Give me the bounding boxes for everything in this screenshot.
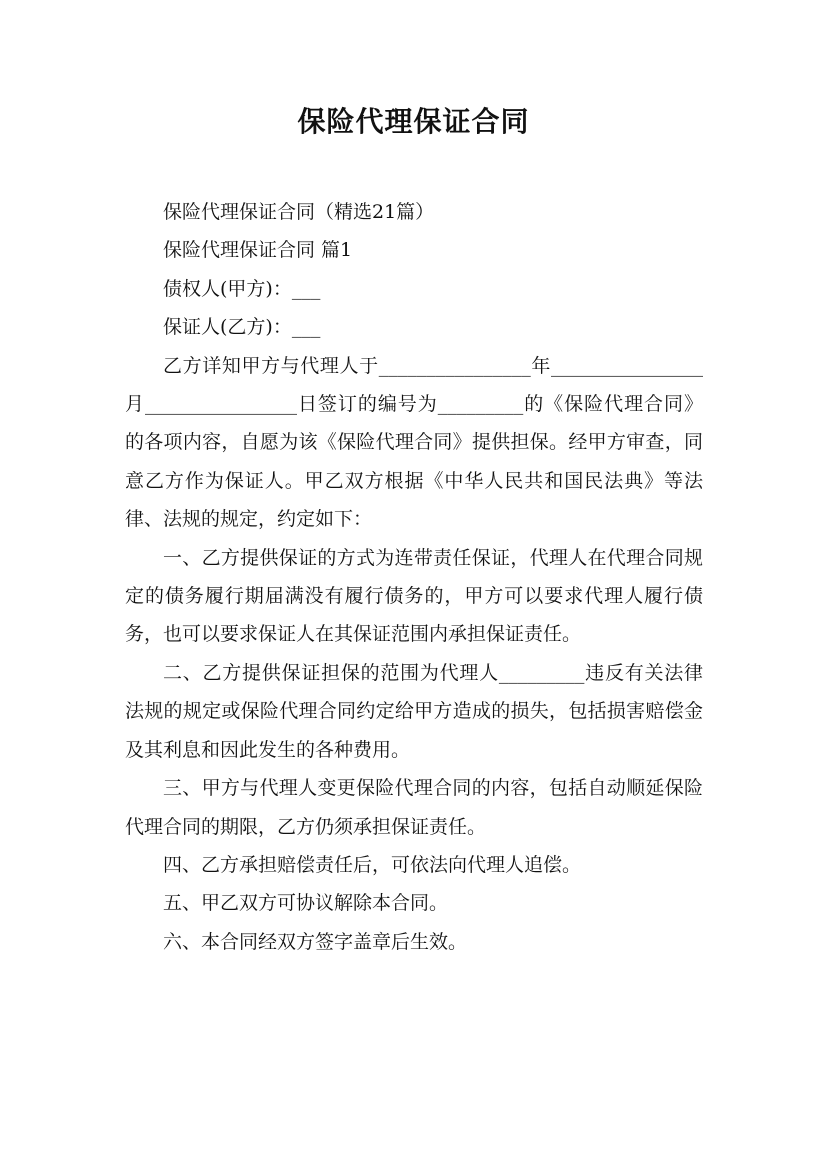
clause-6: 六、本合同经双方签字盖章后生效。 [163,930,468,953]
section-heading: 保险代理保证合同 篇1 [163,239,353,262]
clause-3: 三、甲方与代理人变更保险代理合同的内容，包括自动顺延保险代理合同的期限，乙方仍须承担保证责任。 [125,777,703,838]
creditor-line: 债权人(甲方)：___ [163,277,321,300]
guarantor-line: 保证人(乙方)：___ [163,316,321,339]
subtitle-paragraph: 保险代理保证合同（精选21篇） [163,201,435,223]
clause-4: 四、乙方承担赔偿责任后，可依法向代理人追偿。 [163,853,582,876]
clause-5: 五、甲乙双方可协议解除本合同。 [163,892,449,915]
document-body [125,193,703,961]
preamble-paragraph: 乙方详知甲方与代理人于________________年________________月________________日签订的编号为_________的《保险代理合同》的各项内容，自愿为该《保险代理合同》提供担保。经甲方审查，同意乙方作为保证人。甲乙双方根据《中华人民共和国民法典》等法律、法规的规定，约定如下： [125,354,703,531]
clause-1: 一、乙方提供保证的方式为连带责任保证，代理人在代理合同规定的债务履行期届满没有履行债务的，甲方可以要求代理人履行债务，也可以要求保证人在其保证范围内承担保证责任。 [125,546,703,646]
document-title: 保险代理保证合同 [297,105,530,138]
clause-2: 二、乙方提供保证担保的范围为代理人_________违反有关法律法规的规定或保险代理合同约定给甲方造成的损失，包括损害赔偿金及其利息和因此发生的各种费用。 [125,661,703,761]
